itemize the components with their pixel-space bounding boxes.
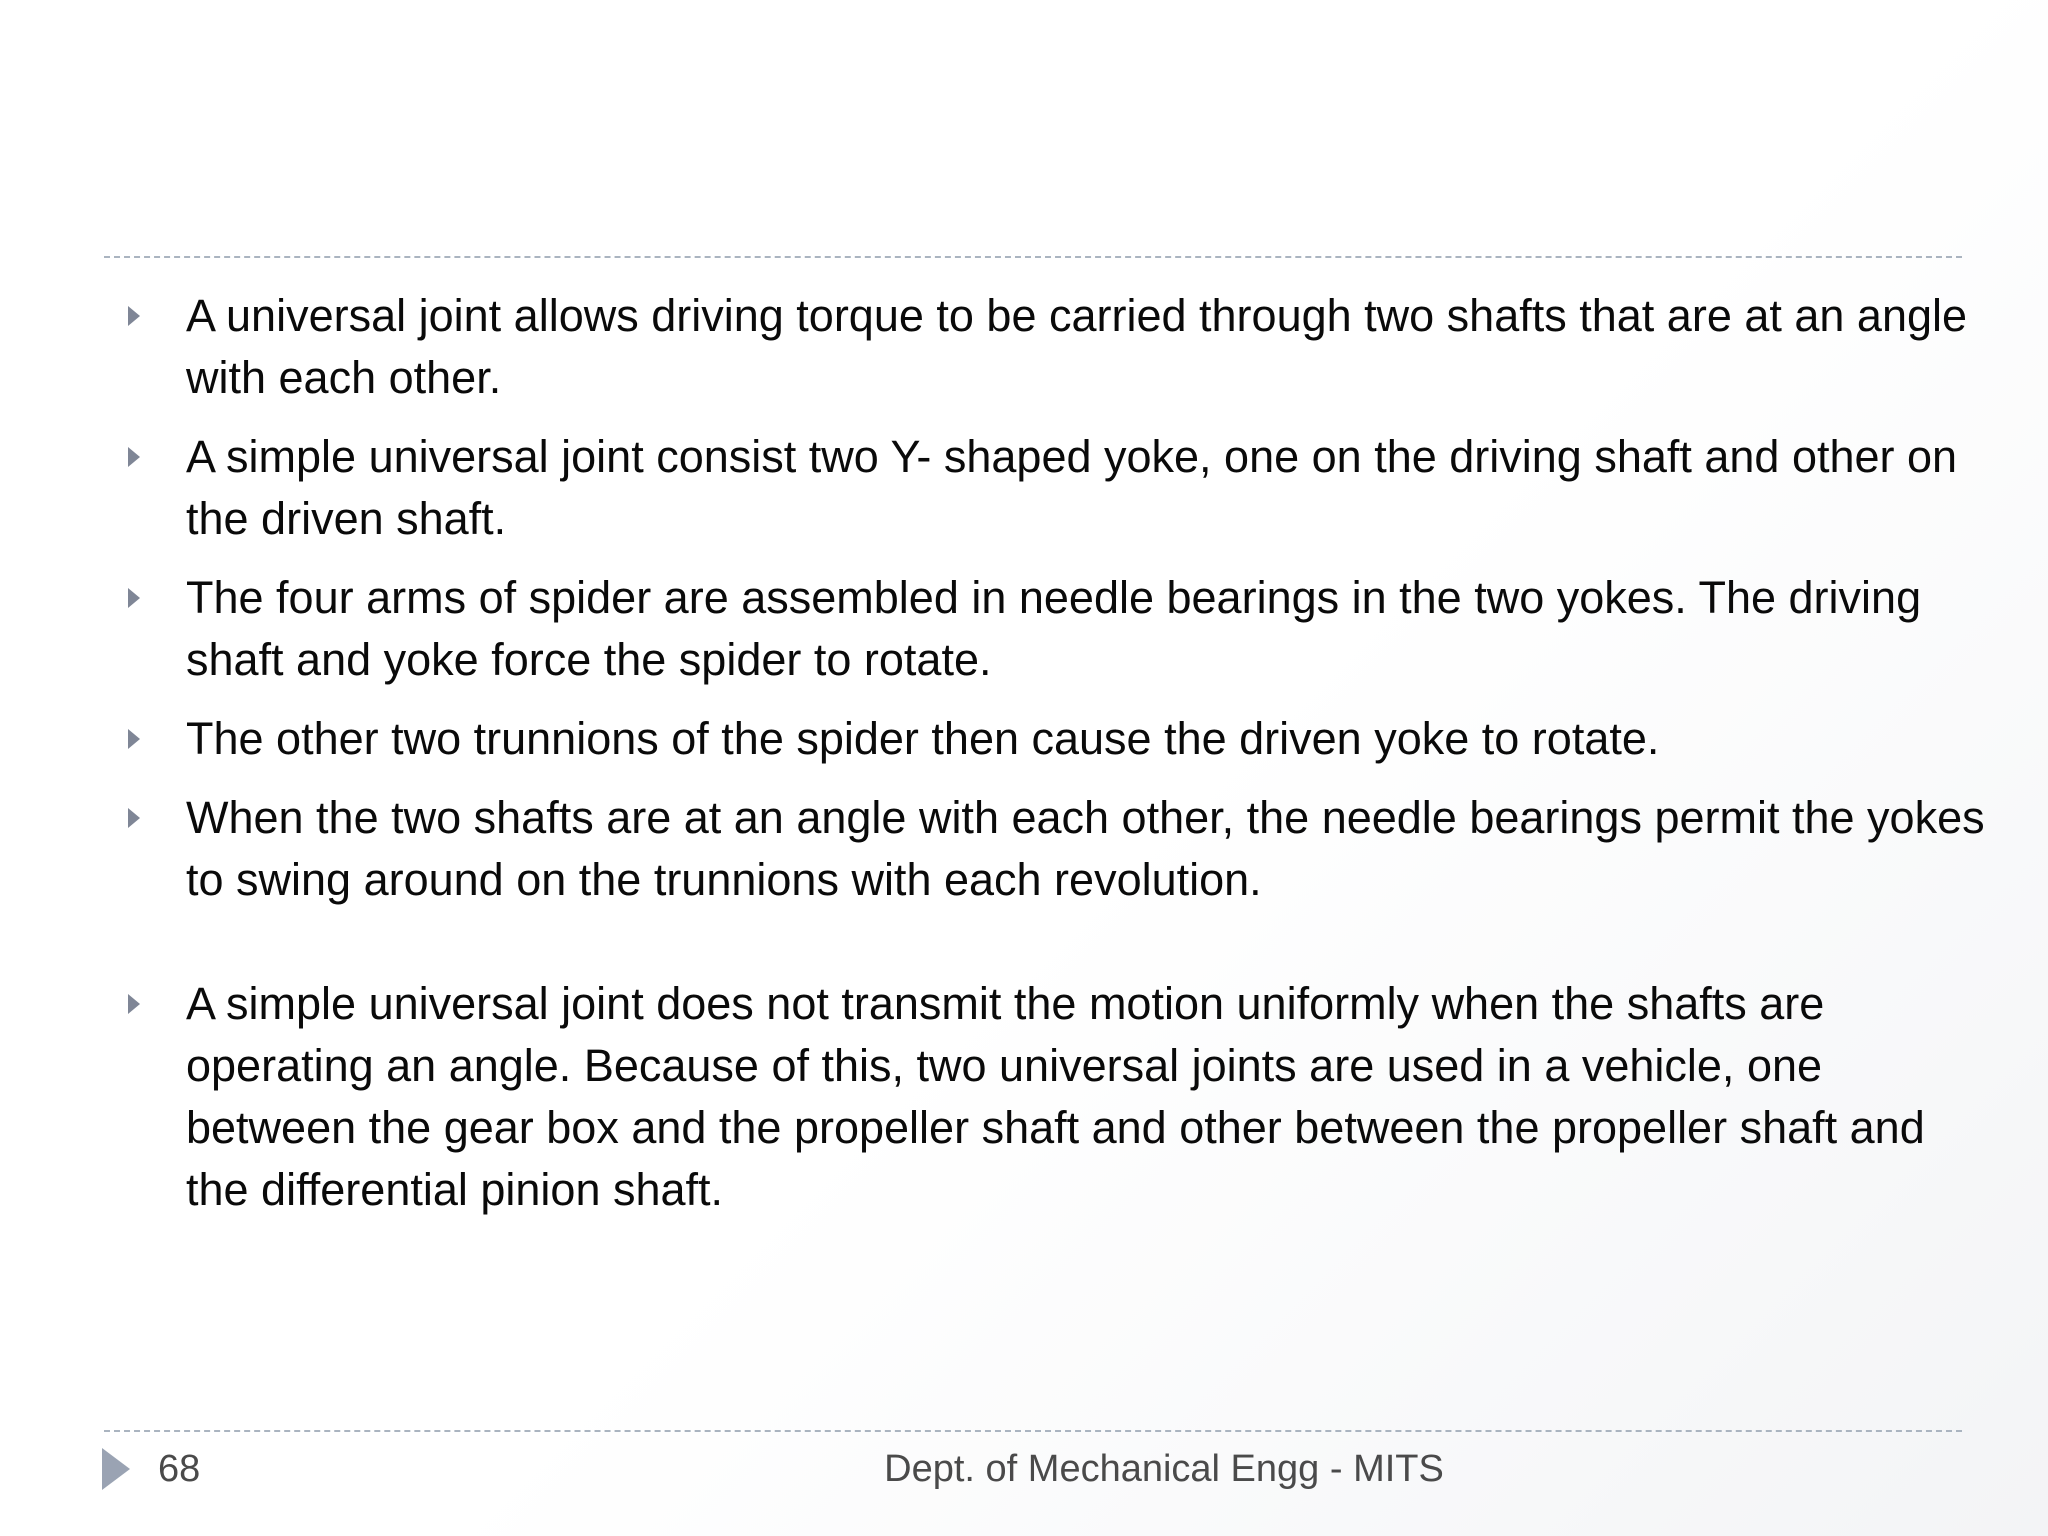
bullet-text: A simple universal joint does not transmit the motion uniformly when the shafts are operating an angle. Because of this, two universal joints are used in a vehicle, one between the gear box and the propeller shaft and other between the propeller shaft and the differential pinion shaft. — [186, 978, 1925, 1215]
bullet-item — [0, 567, 2048, 691]
bullet-text: The four arms of spider are assembled in needle bearings in the two yokes. The driving shaft and yoke force the spider to rotate. — [186, 572, 1922, 685]
bullet-item — [0, 708, 2048, 770]
bullet-text: A simple universal joint consist two Y- shaped yoke, one on the driving shaft and other on the driven shaft. — [186, 431, 1958, 544]
triangle-bullet-icon — [128, 588, 140, 608]
bullet-text: When the two shafts are at an angle with each other, the needle bearings permit the yokes to swing around on the trunnions with each revolution. — [186, 792, 1985, 905]
bottom-divider — [104, 1430, 1962, 1432]
triangle-bullet-icon — [128, 306, 140, 326]
triangle-bullet-icon — [128, 994, 140, 1014]
bullet-item — [0, 426, 2048, 550]
bullet-text: The other two trunnions of the spider then cause the driven yoke to rotate. — [186, 713, 1660, 764]
page-number: 68 — [158, 1448, 201, 1490]
bullet-list — [0, 285, 2048, 1238]
top-divider — [104, 256, 1962, 258]
bullet-item — [0, 787, 2048, 911]
footer-department: Dept. of Mechanical Engg - MITS — [884, 1448, 1444, 1490]
triangle-bullet-icon — [128, 729, 140, 749]
bullet-item — [0, 973, 2048, 1221]
bullet-item — [0, 285, 2048, 409]
bullet-text: A universal joint allows driving torque to be carried through two shafts that are at an angle with each other. — [186, 290, 1968, 403]
triangle-bullet-icon — [128, 808, 140, 828]
triangle-bullet-icon — [128, 447, 140, 467]
